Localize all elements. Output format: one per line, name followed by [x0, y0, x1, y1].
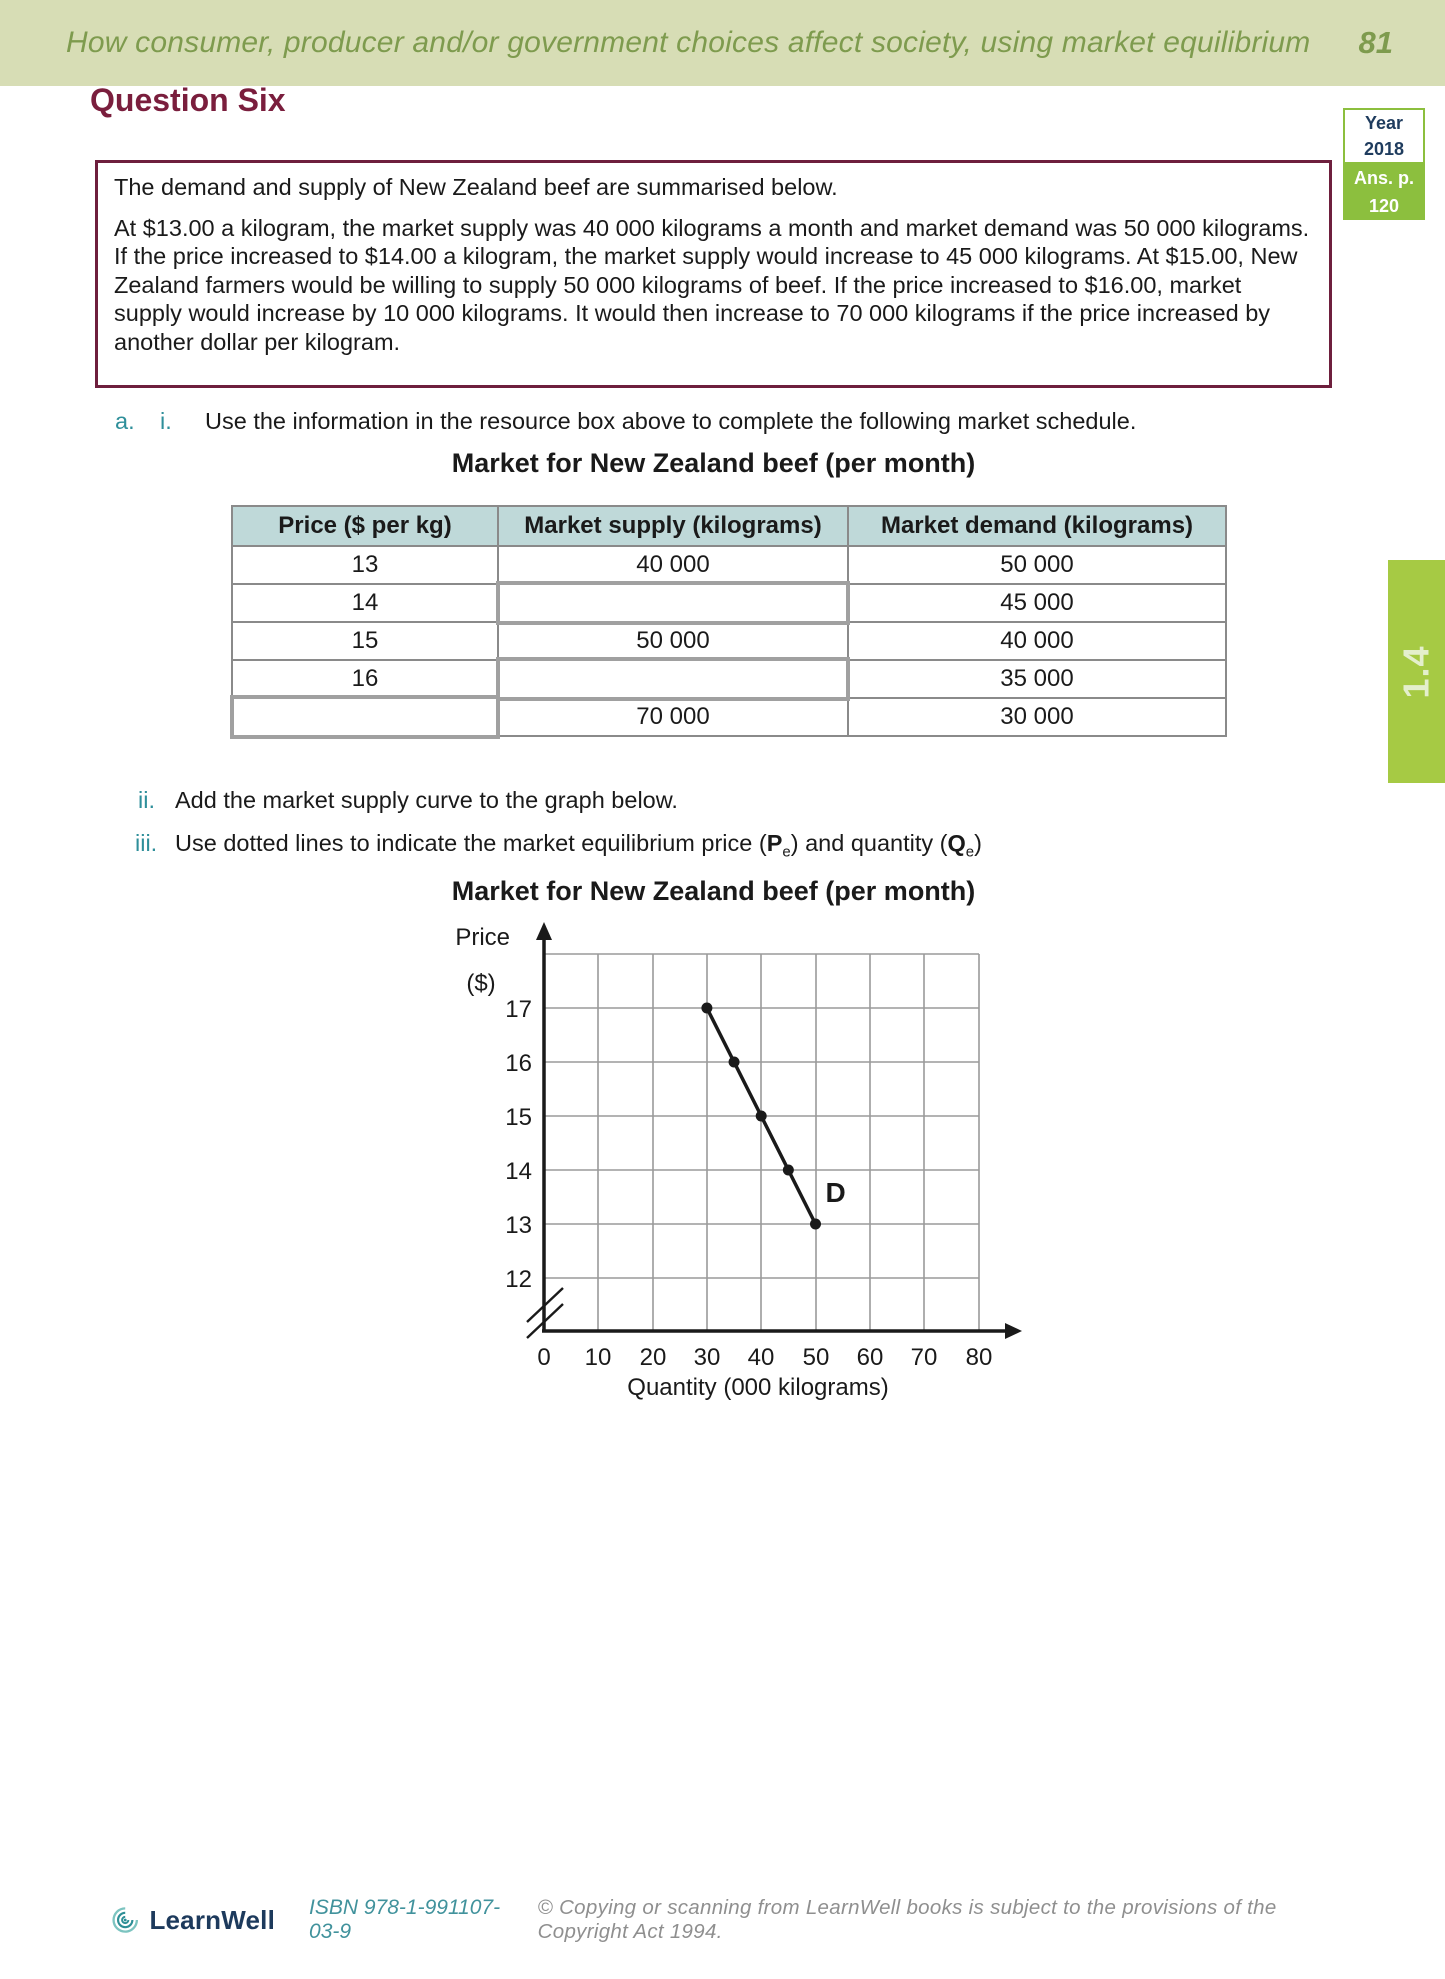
section-tab-label: 1.4 — [1395, 644, 1437, 699]
x-tick-labels — [537, 1344, 992, 1371]
resource-paragraph-1: The demand and supply of New Zealand beef are summarised below. — [114, 174, 838, 200]
supply-cell: 50 000 — [498, 622, 848, 660]
demand-point — [729, 1057, 740, 1068]
x-axis-arrow-icon — [1005, 1323, 1022, 1339]
price-cell: 15 — [232, 622, 498, 660]
demand-point — [810, 1219, 821, 1230]
resource-paragraph-2: At $13.00 a kilogram, the market supply was 40 000 kilograms a month and market demand was 50 000 kilograms. If the price increased to $14.00 a kilogram, the market supply would increase to 45 000 kilograms. At $15.00, New Zealand farmers would be willing to supply 50 000 kilograms of beef. If the price increased to $16.00, market supply would increase by 10 000 kilograms. It would then increase to 70 000 kilograms if the price increased by another dollar per kilogram. — [114, 214, 1310, 355]
brand-name: LearnWell — [149, 1904, 276, 1935]
table-row — [232, 698, 1226, 736]
table-row — [232, 622, 1226, 660]
x-axis — [542, 1323, 1022, 1339]
demand-cell: 45 000 — [848, 584, 1226, 622]
demand-cell: 40 000 — [848, 622, 1226, 660]
instruction-iii — [135, 830, 982, 861]
y-axis-label-dollar: ($) — [466, 970, 496, 997]
isbn-text: ISBN 978-1-991107-03-9 — [309, 1896, 501, 1943]
y-axis — [536, 922, 552, 1331]
page-header — [0, 0, 1445, 86]
list-marker-iii: iii. — [135, 830, 158, 856]
y-tick-labels — [505, 996, 532, 1293]
y-tick: 17 — [505, 996, 532, 1023]
qe-symbol: Q — [947, 830, 966, 856]
demand-cell: 35 000 — [848, 660, 1226, 698]
instruction-ii-text: Add the market supply curve to the graph below. — [175, 787, 678, 813]
answer-page-badge: Ans. p. 120 — [1343, 164, 1425, 220]
x-tick: 40 — [747, 1344, 775, 1371]
y-tick: 14 — [505, 1158, 532, 1185]
y-tick: 12 — [505, 1266, 532, 1293]
supply-cell: 40 000 — [498, 546, 848, 584]
learnwell-logo-icon — [110, 1903, 140, 1937]
table-row — [232, 546, 1226, 584]
y-axis-label-price: Price — [455, 924, 510, 951]
price-answer-box[interactable] — [232, 698, 498, 736]
instruction-iii-text: Use dotted lines to indicate the market equilibrium price $(P_e)$ and quantity $(Q_e)$ — [175, 830, 982, 861]
instruction-i-text: Use the information in the resource box above to complete the following market schedule. — [205, 408, 1137, 434]
page-number: 81 — [1358, 25, 1393, 60]
column-header-price: Price ($ per kg) — [232, 506, 498, 546]
year-badge: Year 2018 — [1343, 108, 1425, 164]
column-header-demand: Market demand (kilograms) — [848, 506, 1226, 546]
year-answer-badge — [1343, 108, 1425, 220]
y-tick: 15 — [505, 1104, 532, 1131]
x-tick: 80 — [965, 1344, 993, 1371]
chapter-title: How consumer, producer and/or government choices affect society, using market equilibrium — [66, 26, 1311, 59]
price-cell: 16 — [232, 660, 498, 698]
pe-symbol: P — [766, 830, 783, 856]
demand-point — [783, 1165, 794, 1176]
graph-title: Market for New Zealand beef (per month) — [451, 876, 976, 906]
page-footer — [110, 1898, 1370, 1942]
price-cell: 14 — [232, 584, 498, 622]
demand-cell: 30 000 — [848, 698, 1226, 736]
y-tick: 16 — [505, 1050, 532, 1077]
market-graph — [380, 918, 1040, 1418]
supply-answer-box[interactable] — [498, 660, 848, 698]
table-row — [232, 660, 1226, 698]
question-title: Question Six — [90, 82, 286, 118]
table-row — [232, 584, 1226, 622]
demand-point — [701, 1003, 712, 1014]
instruction-ii — [138, 787, 678, 814]
column-header-supply: Market supply (kilograms) — [498, 506, 848, 546]
list-marker-ii: ii. — [138, 787, 155, 813]
supply-cell: 70 000 — [498, 698, 848, 736]
demand-point — [756, 1111, 767, 1122]
price-cell: 13 — [232, 546, 498, 584]
table-header-row — [232, 506, 1226, 546]
x-tick: 10 — [584, 1344, 612, 1371]
x-tick: 50 — [802, 1344, 830, 1371]
section-tab — [1388, 560, 1445, 783]
resource-box — [95, 160, 1332, 388]
x-tick: 70 — [910, 1344, 938, 1371]
y-axis-arrow-icon — [536, 922, 552, 940]
y-tick: 13 — [505, 1212, 532, 1239]
supply-answer-box[interactable] — [498, 584, 848, 622]
x-tick: 20 — [639, 1344, 667, 1371]
x-tick: 0 — [537, 1344, 551, 1371]
copyright-text: © Copying or scanning from LearnWell books is subject to the provisions of the Copyright Act 1994. — [537, 1896, 1277, 1943]
schedule-table-title: Market for New Zealand beef (per month) — [451, 448, 976, 478]
list-marker-i: i. — [160, 408, 172, 434]
grid-lines — [544, 954, 979, 1331]
demand-cell: 50 000 — [848, 546, 1226, 584]
x-tick: 60 — [856, 1344, 884, 1371]
x-axis-label: Quantity (000 kilograms) — [627, 1374, 889, 1401]
demand-curve-label: D — [825, 1177, 846, 1208]
list-marker-a: a. — [115, 408, 135, 434]
market-schedule-table — [231, 505, 1227, 737]
x-tick: 30 — [693, 1344, 721, 1371]
